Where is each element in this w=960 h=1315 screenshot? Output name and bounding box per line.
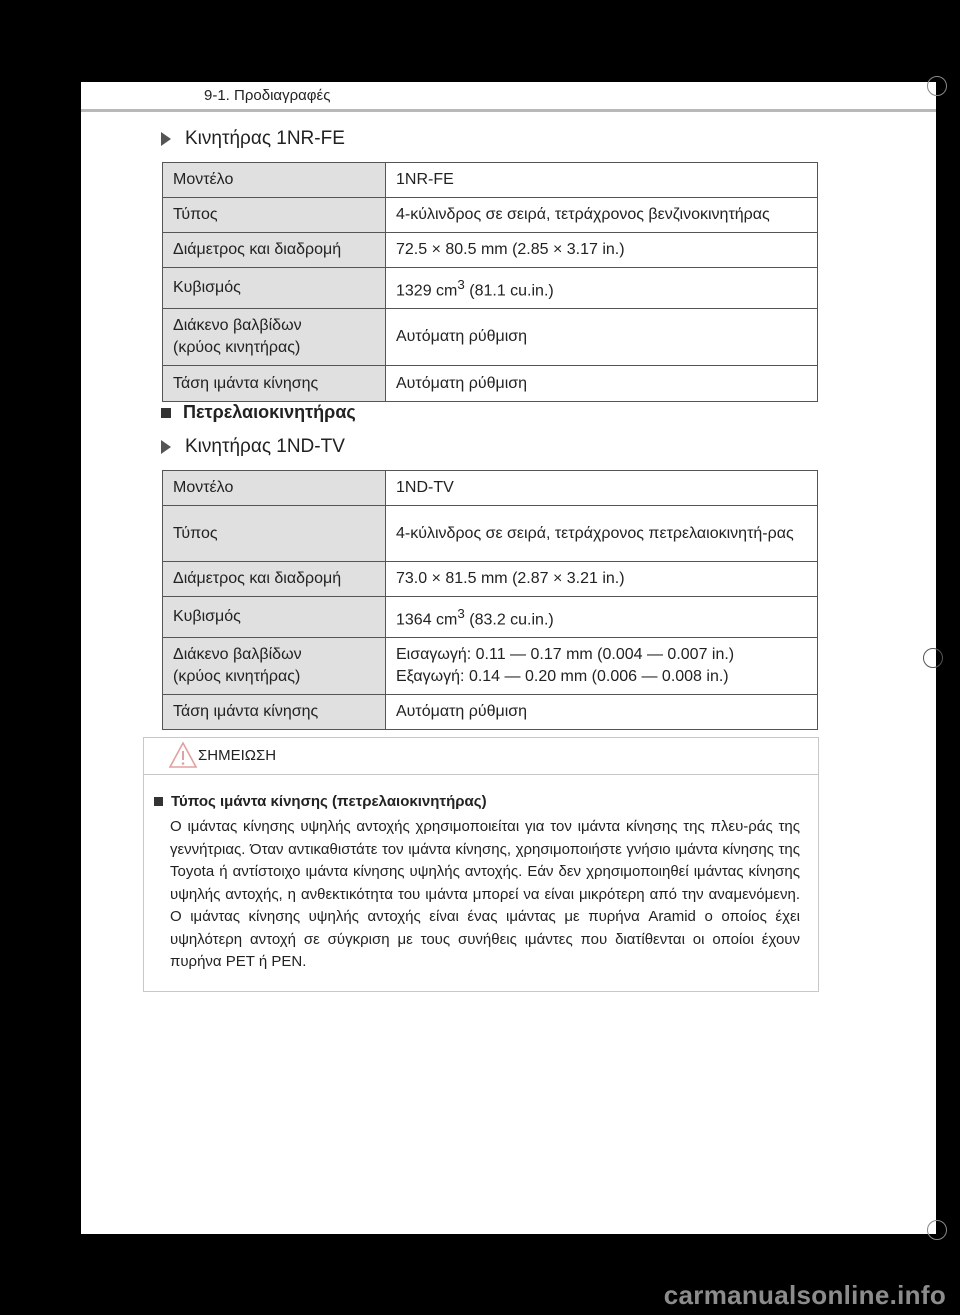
spec-label: Μοντέλο: [163, 163, 386, 198]
note-header: [144, 738, 818, 775]
engine1-heading: Κινητήρας 1NR-FE: [161, 128, 345, 150]
table-row: [163, 268, 818, 309]
note-body-text: Ο ιμάντας κίνησης υψηλής αντοχής χρησιμοποιείται για τον ιμάντα κίνησης της πλευ-ράς της γεννήτριας. Όταν αντικαθιστάτε τον ιμάντα κίνησης, χρησιμοποιήστε γνήσιο ιμάντα κίνησης της Toyota ή αντίστοιχο ιμάντα κίνησης υψηλής αντοχής. Εάν δεν χρησιμοποιηθεί ιμάντας κίνησης υψηλής αντοχής, η ανθεκτικότητα του ιμάντα μπορεί να είναι μικρότερη από την αναμενόμενη. Ο ιμάντας κίνησης υψηλής αντοχής είναι ένας ιμάντας με πυρήνα Aramid ο οποίος έχει υψηλότερη αντοχή σε σύγκριση με τους συνήθεις ιμάντες που διατίθενται οι οποίοι έχουν πυρήνα PET ή PEN.: [170, 818, 800, 970]
spec-value: 73.0 × 81.5 mm (2.87 × 3.21 in.): [386, 562, 818, 597]
spec-label: Τάση ιμάντα κίνησης: [163, 695, 386, 730]
triangle-bullet-icon: [161, 440, 171, 454]
spec-label: Διάκενο βαλβίδων (κρύος κινητήρας): [163, 309, 386, 366]
spec-label: Τύπος: [163, 506, 386, 562]
spec-value: Αυτόματη ρύθμιση: [386, 695, 818, 730]
spec-value: 1ND-TV: [386, 471, 818, 506]
table-row: [163, 366, 818, 402]
crop-mark-icon: [923, 648, 943, 668]
page-header-title: 9-1. Προδιαγραφές: [204, 87, 331, 104]
watermark-text: carmanualsonline.info: [663, 1280, 946, 1310]
diesel-section-title: Πετρελαιοκινητήρας: [161, 402, 356, 423]
table-row: [163, 638, 818, 695]
crop-mark-icon: [927, 1220, 947, 1240]
spec-value: 4-κύλινδρος σε σειρά, τετράχρονος βενζινοκινητήρας: [386, 198, 818, 233]
square-bullet-icon: [154, 797, 163, 806]
manual-page: [81, 82, 939, 1234]
note-title: ΣΗΜΕΙΩΣΗ: [198, 747, 277, 764]
header-divider: [81, 109, 939, 112]
spec-label: Τύπος: [163, 198, 386, 233]
table-row: [163, 163, 818, 198]
spec-value: 1329 $cm^3$ (81.1 cu.in.): [386, 268, 818, 309]
table-row: [163, 506, 818, 562]
spec-label: Τάση ιμάντα κίνησης: [163, 366, 386, 402]
spec-value: 4-κύλινδρος σε σειρά, τετράχρονος πετρελαιοκινητή-ρας: [386, 506, 818, 562]
spec-value: 1364 $cm^3$ (83.2 cu.in.): [386, 597, 818, 638]
spec-value: 72.5 × 80.5 mm (2.85 × 3.17 in.): [386, 233, 818, 268]
square-bullet-icon: [161, 408, 171, 418]
engine2-heading: Κινητήρας 1ND-TV: [161, 436, 345, 458]
spec-value: Αυτόματη ρύθμιση: [386, 366, 818, 402]
table-row: [163, 695, 818, 730]
spec-label: Διάμετρος και διαδρομή: [163, 562, 386, 597]
table-row: [163, 233, 818, 268]
table-row: [163, 309, 818, 366]
spec-label: Διάκενο βαλβίδων (κρύος κινητήρας): [163, 638, 386, 695]
spec-label: Διάμετρος και διαδρομή: [163, 233, 386, 268]
note-box: [143, 737, 819, 992]
table-row: [163, 597, 818, 638]
spec-label: Μοντέλο: [163, 471, 386, 506]
table-row: [163, 562, 818, 597]
table-row: [163, 471, 818, 506]
engine2-spec-table: [162, 470, 818, 730]
spec-value: Αυτόματη ρύθμιση: [386, 309, 818, 366]
crop-mark-icon: [927, 76, 947, 96]
table-row: [163, 198, 818, 233]
spec-label: Κυβισμός: [163, 268, 386, 309]
spec-value: 1NR-FE: [386, 163, 818, 198]
triangle-bullet-icon: [161, 132, 171, 146]
spec-label: Κυβισμός: [163, 597, 386, 638]
warning-triangle-icon: [168, 741, 198, 769]
spec-value: Εισαγωγή: 0.11 — 0.17 mm (0.004 — 0.007 in.) Εξαγωγή: 0.14 — 0.20 mm (0.006 — 0.008 in.): [386, 638, 818, 695]
engine1-spec-table: [162, 162, 818, 402]
note-subtitle: Τύπος ιμάντα κίνησης (πετρελαιοκινητήρας): [154, 793, 487, 810]
